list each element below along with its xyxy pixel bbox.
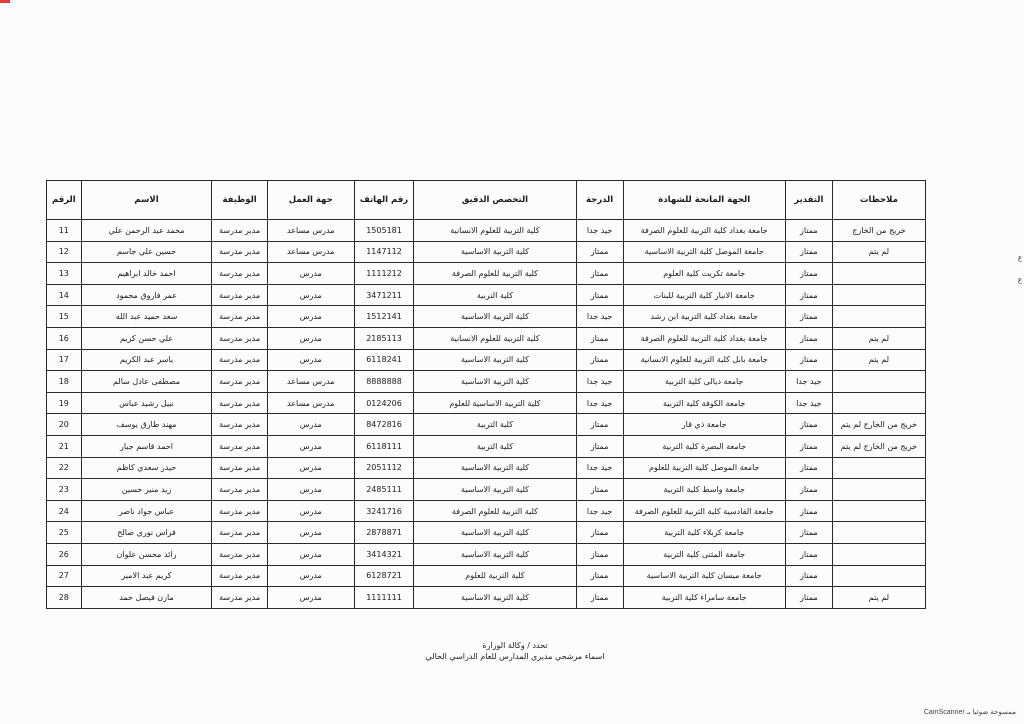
cell-specialization: كلية التربية الاساسية — [414, 479, 576, 501]
cell-granting-body: جامعة الموصل كلية التربية للعلوم — [623, 457, 785, 479]
cell-name: مهند طارق يوسف — [81, 414, 212, 436]
cell-grade: جيد جدا — [785, 371, 832, 393]
cell-phone: 1505181 — [354, 220, 414, 242]
table-row — [47, 284, 926, 306]
cell-grade: ممتاز — [785, 435, 832, 457]
cell-granting-body: جامعة ديالى كلية التربية — [623, 371, 785, 393]
header-granting-body: الجهة المانحة للشهادة — [623, 181, 785, 220]
cell-degree: ممتاز — [576, 479, 623, 501]
cell-phone: 8472816 — [354, 414, 414, 436]
cell-workplace: مدرس — [267, 327, 354, 349]
table-row — [47, 500, 926, 522]
cell-notes — [832, 306, 925, 328]
table-row — [47, 543, 926, 565]
cell-number: 19 — [47, 392, 82, 414]
cell-phone: 6128721 — [354, 565, 414, 587]
cell-name: سعد حميد عبد الله — [81, 306, 212, 328]
cell-notes: لم يتم — [832, 587, 925, 609]
cell-grade: ممتاز — [785, 306, 832, 328]
footer-line-1: تحدد / وكالة الوزارة — [482, 641, 548, 650]
cell-workplace: مدرس مساعد — [267, 220, 354, 242]
stray-mark: ع — [1017, 254, 1022, 262]
cell-job: مدير مدرسة — [212, 220, 267, 242]
cell-degree: جيد جدا — [576, 457, 623, 479]
cell-notes — [832, 500, 925, 522]
cell-grade: ممتاز — [785, 263, 832, 285]
table-row — [47, 241, 926, 263]
cell-degree: ممتاز — [576, 587, 623, 609]
cell-job: مدير مدرسة — [212, 414, 267, 436]
cell-grade: ممتاز — [785, 479, 832, 501]
cell-specialization: كلية التربية الاساسية للعلوم — [414, 392, 576, 414]
table-row — [47, 371, 926, 393]
cell-phone: 2485111 — [354, 479, 414, 501]
header-phone: رقم الهاتف — [354, 181, 414, 220]
cell-specialization: كلية التربية الاساسية — [414, 522, 576, 544]
cell-specialization: كلية التربية الاساسية — [414, 371, 576, 393]
cell-workplace: مدرس — [267, 522, 354, 544]
cell-granting-body: جامعة بغداد كلية التربية ابن رشد — [623, 306, 785, 328]
cell-job: مدير مدرسة — [212, 306, 267, 328]
table-body — [47, 220, 926, 609]
cell-workplace: مدرس — [267, 263, 354, 285]
cell-granting-body: جامعة القادسية كلية التربية للعلوم الصرفة — [623, 500, 785, 522]
cell-workplace: مدرس — [267, 543, 354, 565]
cell-name: محمد عبد الرحمن علي — [81, 220, 212, 242]
cell-grade: جيد جدا — [785, 392, 832, 414]
cell-grade: ممتاز — [785, 284, 832, 306]
cell-number: 28 — [47, 587, 82, 609]
cell-workplace: مدرس — [267, 587, 354, 609]
cell-degree: جيد جدا — [576, 306, 623, 328]
cell-job: مدير مدرسة — [212, 349, 267, 371]
cell-notes: لم يتم — [832, 241, 925, 263]
cell-job: مدير مدرسة — [212, 263, 267, 285]
cell-specialization: كلية التربية الاساسية — [414, 543, 576, 565]
cell-degree: ممتاز — [576, 522, 623, 544]
cell-granting-body: جامعة المثنى كلية التربية — [623, 543, 785, 565]
cell-grade: ممتاز — [785, 500, 832, 522]
cell-job: مدير مدرسة — [212, 587, 267, 609]
cell-specialization: كلية التربية للعلوم الصرفة — [414, 263, 576, 285]
cell-degree: ممتاز — [576, 284, 623, 306]
cell-granting-body: جامعة بغداد كلية التربية للعلوم الصرفة — [623, 327, 785, 349]
cell-workplace: مدرس مساعد — [267, 371, 354, 393]
cell-workplace: مدرس — [267, 284, 354, 306]
cell-grade: ممتاز — [785, 241, 832, 263]
cell-granting-body: جامعة بابل كلية التربية للعلوم الانسانية — [623, 349, 785, 371]
cell-name: حيدر سعدي كاظم — [81, 457, 212, 479]
cell-workplace: مدرس — [267, 457, 354, 479]
cell-specialization: كلية التربية الاساسية — [414, 306, 576, 328]
cell-degree: جيد جدا — [576, 371, 623, 393]
cell-number: 17 — [47, 349, 82, 371]
cell-grade: ممتاز — [785, 565, 832, 587]
cell-number: 25 — [47, 522, 82, 544]
cell-name: عباس جواد ناصر — [81, 500, 212, 522]
cell-name: زيد منير حسين — [81, 479, 212, 501]
cell-phone: 6118241 — [354, 349, 414, 371]
cell-notes — [832, 392, 925, 414]
corner-mark — [0, 0, 10, 3]
cell-workplace: مدرس — [267, 479, 354, 501]
cell-job: مدير مدرسة — [212, 457, 267, 479]
cell-phone: 6118111 — [354, 435, 414, 457]
cell-number: 20 — [47, 414, 82, 436]
cell-name: علي حسن كريم — [81, 327, 212, 349]
cell-granting-body: جامعة الانبار كلية التربية للبنات — [623, 284, 785, 306]
cell-number: 23 — [47, 479, 82, 501]
table-row — [47, 349, 926, 371]
cell-workplace: مدرس — [267, 414, 354, 436]
cell-specialization: كلية التربية — [414, 284, 576, 306]
cell-granting-body: جامعة ذي قار — [623, 414, 785, 436]
header-number: الرقم — [47, 181, 82, 220]
cell-specialization: كلية التربية الاساسية — [414, 457, 576, 479]
table-row — [47, 587, 926, 609]
cell-phone: 0124206 — [354, 392, 414, 414]
cell-phone: 1111111 — [354, 587, 414, 609]
cell-job: مدير مدرسة — [212, 284, 267, 306]
cell-name: عمر فاروق محمود — [81, 284, 212, 306]
cell-name: كريم عبد الامير — [81, 565, 212, 587]
header-notes: ملاحظات — [832, 181, 925, 220]
cell-number: 13 — [47, 263, 82, 285]
cell-job: مدير مدرسة — [212, 327, 267, 349]
header-grade: التقدير — [785, 181, 832, 220]
cell-specialization: كلية التربية — [414, 435, 576, 457]
cell-name: حسين علي جاسم — [81, 241, 212, 263]
table-header-row — [47, 181, 926, 220]
cell-notes — [832, 565, 925, 587]
cell-phone: 2051112 — [354, 457, 414, 479]
cell-notes — [832, 479, 925, 501]
cell-degree: ممتاز — [576, 241, 623, 263]
footer-note — [360, 640, 670, 662]
header-name: الاسم — [81, 181, 212, 220]
cell-degree: ممتاز — [576, 543, 623, 565]
cell-degree: ممتاز — [576, 435, 623, 457]
cell-notes: لم يتم — [832, 349, 925, 371]
cell-grade: ممتاز — [785, 349, 832, 371]
cell-degree: ممتاز — [576, 263, 623, 285]
cell-specialization: كلية التربية للعلوم — [414, 565, 576, 587]
cell-phone: 1512141 — [354, 306, 414, 328]
cell-number: 14 — [47, 284, 82, 306]
cell-granting-body: جامعة البصرة كلية التربية — [623, 435, 785, 457]
cell-number: 22 — [47, 457, 82, 479]
scanner-watermark: CamScanner ممسوحة ضوئيا بـ — [923, 709, 1016, 716]
cell-grade: ممتاز — [785, 414, 832, 436]
cell-number: 11 — [47, 220, 82, 242]
table-row — [47, 414, 926, 436]
cell-phone: 8888888 — [354, 371, 414, 393]
cell-phone: 1111212 — [354, 263, 414, 285]
cell-granting-body: جامعة الكوفة كلية التربية — [623, 392, 785, 414]
table-row — [47, 479, 926, 501]
cell-number: 21 — [47, 435, 82, 457]
cell-workplace: مدرس — [267, 349, 354, 371]
cell-phone: 3241716 — [354, 500, 414, 522]
cell-workplace: مدرس — [267, 306, 354, 328]
table-row — [47, 522, 926, 544]
cell-number: 15 — [47, 306, 82, 328]
cell-job: مدير مدرسة — [212, 392, 267, 414]
header-workplace: جهة العمل — [267, 181, 354, 220]
cell-job: مدير مدرسة — [212, 435, 267, 457]
cell-granting-body: جامعة واسط كلية التربية — [623, 479, 785, 501]
cell-notes — [832, 522, 925, 544]
cell-workplace: مدرس — [267, 565, 354, 587]
cell-phone: 1147112 — [354, 241, 414, 263]
cell-job: مدير مدرسة — [212, 543, 267, 565]
cell-notes: خريج من الخارج — [832, 220, 925, 242]
cell-job: مدير مدرسة — [212, 500, 267, 522]
cell-specialization: كلية التربية — [414, 414, 576, 436]
cell-notes: خريج من الخارج لم يتم — [832, 435, 925, 457]
cell-notes — [832, 543, 925, 565]
cell-name: مازن فيصل حمد — [81, 587, 212, 609]
cell-grade: ممتاز — [785, 327, 832, 349]
cell-name: احمد قاسم جبار — [81, 435, 212, 457]
cell-specialization: كلية التربية للعلوم الانسانية — [414, 220, 576, 242]
cell-job: مدير مدرسة — [212, 371, 267, 393]
cell-specialization: كلية التربية للعلوم الانسانية — [414, 327, 576, 349]
cell-grade: ممتاز — [785, 587, 832, 609]
cell-phone: 3414321 — [354, 543, 414, 565]
cell-granting-body: جامعة كربلاء كلية التربية — [623, 522, 785, 544]
cell-number: 12 — [47, 241, 82, 263]
cell-phone: 2185113 — [354, 327, 414, 349]
footer-line-2: اسماء مرشحي مديري المدارس للعام الدراسي الحالي — [425, 652, 605, 661]
cell-specialization: كلية التربية الاساسية — [414, 587, 576, 609]
cell-job: مدير مدرسة — [212, 479, 267, 501]
cell-degree: ممتاز — [576, 565, 623, 587]
table-row — [47, 392, 926, 414]
cell-granting-body: جامعة بغداد كلية التربية للعلوم الصرفة — [623, 220, 785, 242]
cell-specialization: كلية التربية الاساسية — [414, 241, 576, 263]
cell-granting-body: جامعة الموصل كلية التربية الاساسية — [623, 241, 785, 263]
cell-number: 16 — [47, 327, 82, 349]
cell-name: رائد محسن علوان — [81, 543, 212, 565]
cell-job: مدير مدرسة — [212, 241, 267, 263]
cell-name: فراس نوري صالح — [81, 522, 212, 544]
table-row — [47, 327, 926, 349]
cell-grade: ممتاز — [785, 220, 832, 242]
table-row — [47, 565, 926, 587]
cell-phone: 2878871 — [354, 522, 414, 544]
table-row — [47, 457, 926, 479]
cell-job: مدير مدرسة — [212, 522, 267, 544]
table-row — [47, 306, 926, 328]
cell-specialization: كلية التربية الاساسية — [414, 349, 576, 371]
header-specialization: التخصص الدقيق — [414, 181, 576, 220]
cell-degree: ممتاز — [576, 414, 623, 436]
cell-degree: جيد جدا — [576, 220, 623, 242]
header-degree: الدرجة — [576, 181, 623, 220]
cell-name: نبيل رشيد عباس — [81, 392, 212, 414]
cell-number: 18 — [47, 371, 82, 393]
cell-workplace: مدرس مساعد — [267, 392, 354, 414]
cell-name: ياسر عبد الكريم — [81, 349, 212, 371]
cell-granting-body: جامعة ميسان كلية التربية الاساسية — [623, 565, 785, 587]
cell-grade: ممتاز — [785, 543, 832, 565]
cell-name: احمد خالد ابراهيم — [81, 263, 212, 285]
cell-granting-body: جامعة تكريت كلية العلوم — [623, 263, 785, 285]
cell-number: 26 — [47, 543, 82, 565]
cell-notes — [832, 371, 925, 393]
candidates-table — [46, 180, 926, 609]
cell-notes: لم يتم — [832, 327, 925, 349]
cell-degree: ممتاز — [576, 349, 623, 371]
cell-job: مدير مدرسة — [212, 565, 267, 587]
cell-workplace: مدرس مساعد — [267, 241, 354, 263]
cell-workplace: مدرس — [267, 435, 354, 457]
table-row — [47, 220, 926, 242]
header-job: الوظيفة — [212, 181, 267, 220]
cell-number: 27 — [47, 565, 82, 587]
cell-phone: 3471211 — [354, 284, 414, 306]
cell-notes — [832, 284, 925, 306]
table-row — [47, 263, 926, 285]
cell-workplace: مدرس — [267, 500, 354, 522]
cell-number: 24 — [47, 500, 82, 522]
cell-degree: جيد جدا — [576, 392, 623, 414]
cell-notes — [832, 263, 925, 285]
cell-grade: ممتاز — [785, 457, 832, 479]
cell-specialization: كلية التربية للعلوم الصرفة — [414, 500, 576, 522]
cell-degree: ممتاز — [576, 327, 623, 349]
cell-granting-body: جامعة سامراء كلية التربية — [623, 587, 785, 609]
table-row — [47, 435, 926, 457]
cell-name: مصطفى عادل سالم — [81, 371, 212, 393]
stray-mark: ع — [1017, 276, 1022, 284]
cell-notes: خريج من الخارج لم يتم — [832, 414, 925, 436]
cell-degree: جيد جدا — [576, 500, 623, 522]
cell-grade: ممتاز — [785, 522, 832, 544]
cell-notes — [832, 457, 925, 479]
